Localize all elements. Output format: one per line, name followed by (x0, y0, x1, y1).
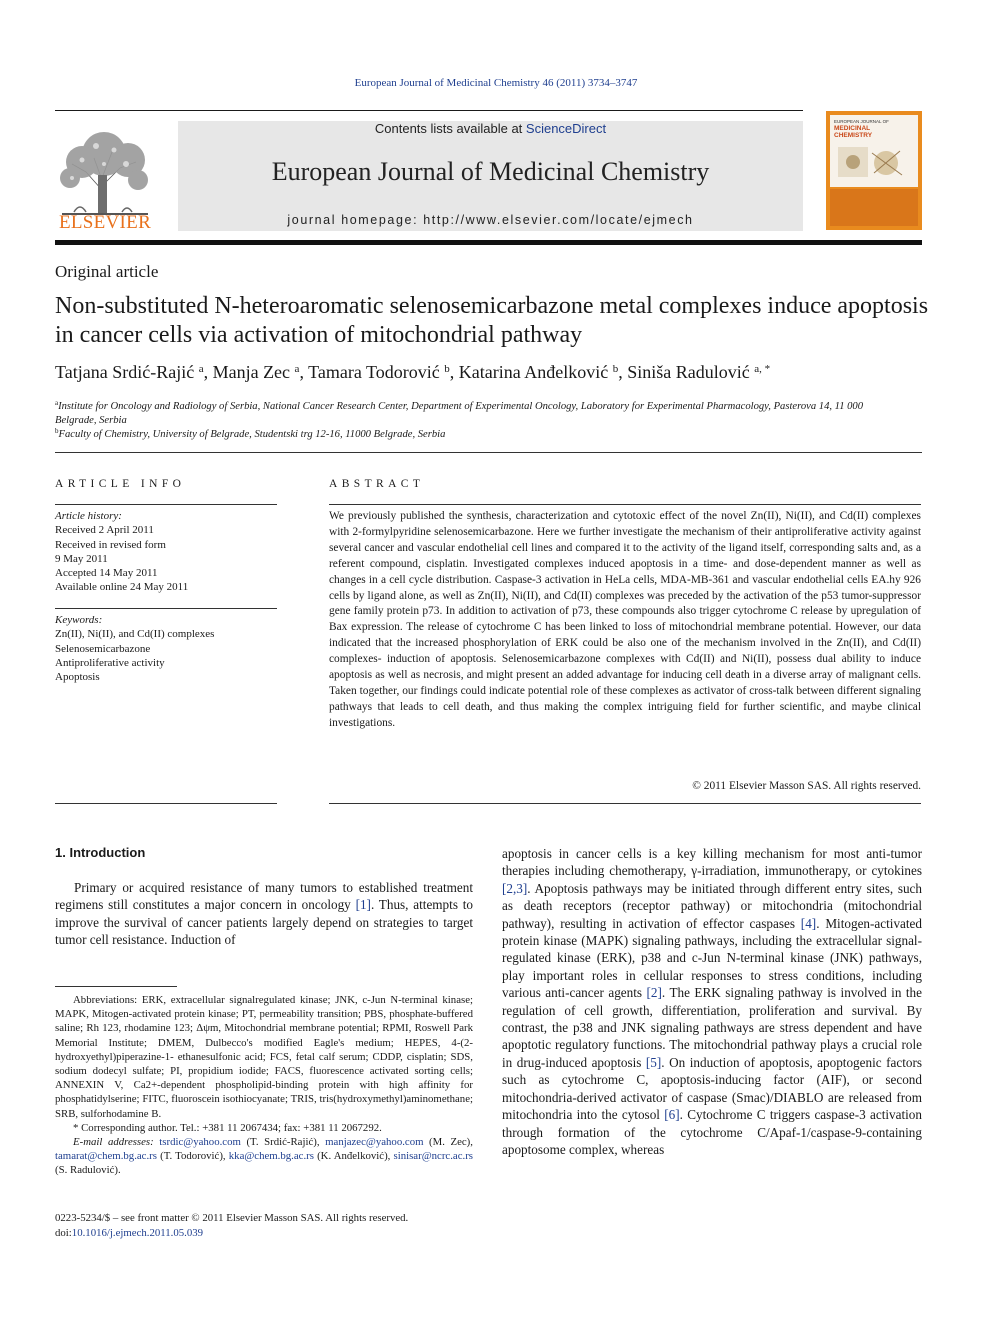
affiliation-text: Faculty of Chemistry, University of Belgrade, Studentski trg 12-16, 11000 Belgrade, Serbia (58, 429, 446, 440)
keyword-item: Zn(II), Ni(II), and Cd(II) complexes (55, 628, 215, 641)
email-owner: (M. Zec), (423, 1136, 473, 1149)
author-name[interactable]: Tatjana Srdić-Rajić (55, 362, 195, 382)
body-text: . On induction of apoptosis, apoptogenic factors such as cytochrome C, apoptosis-inducing factor (AIF), or second mitochondria-derived activator of caspase (Smac)/DIABLO are released from mitochondria into the cytosol (502, 1054, 922, 1123)
intro-paragraph-2 (502, 845, 922, 1158)
citation-link[interactable]: [5] (645, 1054, 662, 1070)
doi-prefix: doi: (55, 1227, 72, 1239)
cover-panel (830, 115, 918, 187)
body-text: Primary or acquired resistance of many tumors to established treatment regimens still constitutes a major concern in oncology (55, 880, 473, 913)
body-text: . Apoptosis pathways may be initiated through different entry sites, such as death receptors (receptor pathway) or mitochondria (mitochondrial pathway), resulting in activation of effector caspases (502, 880, 922, 931)
doi-line (55, 1226, 408, 1241)
abstract-copyright: © 2011 Elsevier Masson SAS. All rights reserved. (692, 780, 921, 792)
keyword-item: Selenosemicarbazone (55, 642, 151, 655)
author-affil-sup: a (294, 363, 300, 375)
body-text: apoptosis in cancer cells is a key killing mechanism for most anti-tumor therapies including chemotherapy, γ-irradiation, immunotherapy, or cytokines (502, 846, 922, 879)
elsevier-logo[interactable] (52, 120, 158, 232)
cover-title-medicinal: MEDICINAL (834, 125, 871, 132)
history-item: Received in revised form (55, 538, 166, 551)
keywords (55, 613, 280, 684)
header-thick-rule (55, 240, 922, 245)
section-heading-introduction: 1. Introduction (55, 845, 146, 860)
body-text: . Thus, attempts to improve the survival of cancer patients largely depend on strategies to target tumor cell resistance. Induction of (55, 897, 474, 948)
journal-header-box (178, 121, 803, 231)
citation-link[interactable]: [6] (664, 1107, 680, 1123)
cover-title-small: EUROPEAN JOURNAL OF (834, 119, 889, 124)
article-type: Original article (55, 262, 159, 281)
abstract-rule (329, 504, 921, 505)
author-name[interactable]: Tamara Todorović (308, 362, 440, 382)
article-title: Non-substituted N-heteroaromatic selenosemicarbazone metal complexes induce apoptosis in cancer cells via activation of mitochondrial pathway (55, 293, 929, 348)
author-name[interactable]: Manja Zec (212, 362, 291, 382)
article-info-bottom-rule (55, 803, 277, 804)
issn-line: 0223-5234/$ – see front matter © 2011 Elsevier Masson SAS. All rights reserved. (55, 1212, 409, 1224)
cover-graphic-icon (836, 143, 912, 183)
citation-link[interactable]: [4] (800, 915, 817, 931)
front-matter-rule (55, 452, 922, 453)
email-owner: (T. Todorović), (156, 1150, 229, 1163)
citation-link[interactable]: [2] (646, 985, 662, 1001)
footnote-rule (55, 986, 177, 987)
email-link[interactable]: sinisar@ncrc.ac.rs (393, 1150, 473, 1163)
author-affil-sup: b (612, 363, 619, 375)
abbreviations-footnote: Abbreviations: ERK, extracellular signalregulated kinase; JNK, c-Jun N-terminal kinase; MAPK, Mitogen-activated protein kinase; PT, permeability transition; PBS, phosphate-buffered saline; Rh 123, rhodamine 123; Δψm, Mitochondrial membrane potential; RPMI, Roswell Park Memorial Institute; DMEM, Dulbecco's modified Eagle's medium; HEPES, 4-(2-hydroxyethyl)piperazine-1- ethanesulfonic acid; FCS, fetal calf serum; CDDP, cisplatin; SDS, sodium dodecyl sulfate; PI, propidium iodide; FACS, fluorescence activated sorting cells; ANNEXIN V, Ca2+-dependent phospholipid-binding protein with high affinity for phosphatidylserine; FITC, fluoroscein isothiocyanate; TRIS, tris(hydroxymethyl)aminomethane; SRB, sulforhodamine B. (55, 994, 473, 1120)
elsevier-wordmark: ELSEVIER (58, 212, 152, 233)
email-label: E-mail addresses: (73, 1136, 160, 1149)
history-item: Received 2 April 2011 (55, 524, 154, 537)
body-text: . Mitogen-activated protein kinase (MAPK) signaling pathways, including the extracellular signal-regulated kinase (ERK), p38 and c-Jun N-terminal kinase (JNK) pathways, play important roles in cellular responses to stress conditions, including various anti-cancer agents (502, 915, 922, 1001)
email-owner: (S. Radulović). (55, 1164, 121, 1177)
email-link[interactable]: tsrdic@yahoo.com (159, 1136, 241, 1149)
journal-cover-thumbnail[interactable] (826, 111, 922, 230)
article-info-heading: ARTICLE INFO (55, 478, 186, 490)
keywords-label: Keywords: (55, 614, 103, 626)
intro-paragraph-1 (55, 879, 473, 949)
front-matter-info (55, 1211, 408, 1241)
affiliation-sup: b (55, 427, 59, 435)
author-name[interactable]: Katarina Anđelković (458, 362, 609, 382)
cover-title-chemistry: CHEMISTRY (834, 132, 873, 139)
affiliation-b (55, 424, 875, 442)
cover-band (830, 189, 918, 226)
citation-link[interactable]: [2,3] (502, 880, 528, 896)
keywords-rule (55, 608, 277, 609)
affiliation-sup: a (55, 399, 59, 407)
affiliation-text: Institute for Oncology and Radiology of Serbia, National Cancer Research Center, Department of Experimental Oncology, Laboratory for Experimental Pharmacology, Pasterova 14, 11 000 Belgrade, Serbia (55, 401, 864, 426)
author-affil-sup: a, * (754, 363, 771, 375)
email-link[interactable]: kka@chem.bg.ac.rs (228, 1150, 314, 1163)
history-label: Article history: (55, 510, 122, 522)
corresponding-author-footnote: * Corresponding author. Tel.: +381 11 2067434; fax: +381 11 2067292. (73, 1121, 382, 1134)
abstract-bottom-rule (329, 803, 921, 804)
author-name[interactable]: Siniša Radulović (627, 362, 750, 382)
history-item: Available online 24 May 2011 (55, 581, 189, 594)
keyword-item: Antiproliferative activity (55, 656, 165, 669)
keyword-item: Apoptosis (55, 671, 100, 684)
body-text: . Cytochrome C triggers caspase-3 activation through formation of the cytochrome C/Apaf-1/caspase-9-containing apoptosome complex, whereas (502, 1107, 922, 1157)
journal-citation[interactable]: European Journal of Medicinal Chemistry 46 (2011) 3734–3747 (354, 77, 638, 89)
email-owner: (T. Srdić-Rajić), (240, 1136, 326, 1149)
history-item: 9 May 2011 (55, 552, 108, 565)
email-link[interactable]: manjazec@yahoo.com (325, 1136, 424, 1149)
abstract-text: We previously published the synthesis, characterization and cytotoxic effect of the novel Zn(II), Ni(II), and Cd(II) complexes with 2-formylpyridine selenosemicarbazone. Here we further investigate the mechanism of their antiproliferative activity against several cancer and vascular endothelial cell lines and compared it to the activity of the ligand itself, corresponding salts and, as a referent compound, cisplatin. Investigated complexes induced apoptosis in a time- and dose-dependent manner as well as changes in a cell cycle distribution. Caspase-3 activation in HeLa cells, MDA-MB-361 and vascular endothelial cells EA.hy 926 cells by ligand alone, as well as Zn(II), Ni(II), and Cd(II) complexes was preceded by the activation of the p53 tumor-suppressor gene family protein p73. In addition to activation of p73, these compounds also trigger cytochrome C release by upregulation of Bax expression. The release of cytochrome C has been linked to loss of mitochondrial membrane potential. However, our data indicated that the increased phosphorylation of ERK could be also one of the mechanism involved in the Zn(II), and Cd(II) complexes- induction of apoptosis. Selenosemicarbazone complexes with Cd(II) and Ni(II), possess dual ability to induce apoptosis as well as necrosis, and might present an added advantage for inducing cell death in a diverse array of malignant cells. Taken together, our findings could indicate potential role of these complexes as activator of cross-talk between different signaling pathways that leads to cell death, and thus making the complex intriguing field for further scientific, and maybe clinical investigations. (329, 510, 921, 729)
footnotes (55, 993, 473, 1178)
abstract-heading: ABSTRACT (329, 478, 425, 490)
email-owner: (K. Anđelković), (313, 1150, 394, 1163)
doi-link[interactable]: 10.1016/j.ejmech.2011.05.039 (71, 1227, 204, 1239)
citation-link[interactable]: [1] (355, 897, 371, 913)
author-affil-sup: b (444, 363, 450, 375)
author-list: Tatjana Srdić-Rajić $^a$, Manja Zec $^a$, Tamara Todorović $^b$, Katarina Anđelković $^b$, Siniša Radulović $^{a, *}$ (55, 362, 771, 382)
contents-line (178, 121, 803, 136)
header-top-rule (55, 110, 803, 111)
email-link[interactable]: tamarat@chem.bg.ac.rs (55, 1150, 157, 1163)
contents-prefix: Contents lists available at (374, 121, 526, 136)
article-history (55, 509, 280, 595)
author-affil-sup: a (198, 363, 204, 375)
journal-title: European Journal of Medicinal Chemistry (271, 157, 710, 186)
article-info-rule (55, 504, 277, 505)
body-text: . The ERK signaling pathway is involved in the regulation of cell growth, differentiation, proliferation and survival. By contrast, the p38 and JNK signaling pathways are stress dependent and have apoptotic regulatory functions. The mitochondrial pathway plays a crucial role in drug-induced apoptosis (502, 985, 923, 1070)
journal-homepage-link[interactable]: journal homepage: http://www.elsevier.com/locate/ejmech (287, 213, 694, 227)
email-footnote (55, 1135, 473, 1178)
history-item: Accepted 14 May 2011 (55, 567, 158, 580)
sciencedirect-link[interactable]: ScienceDirect (525, 121, 607, 136)
